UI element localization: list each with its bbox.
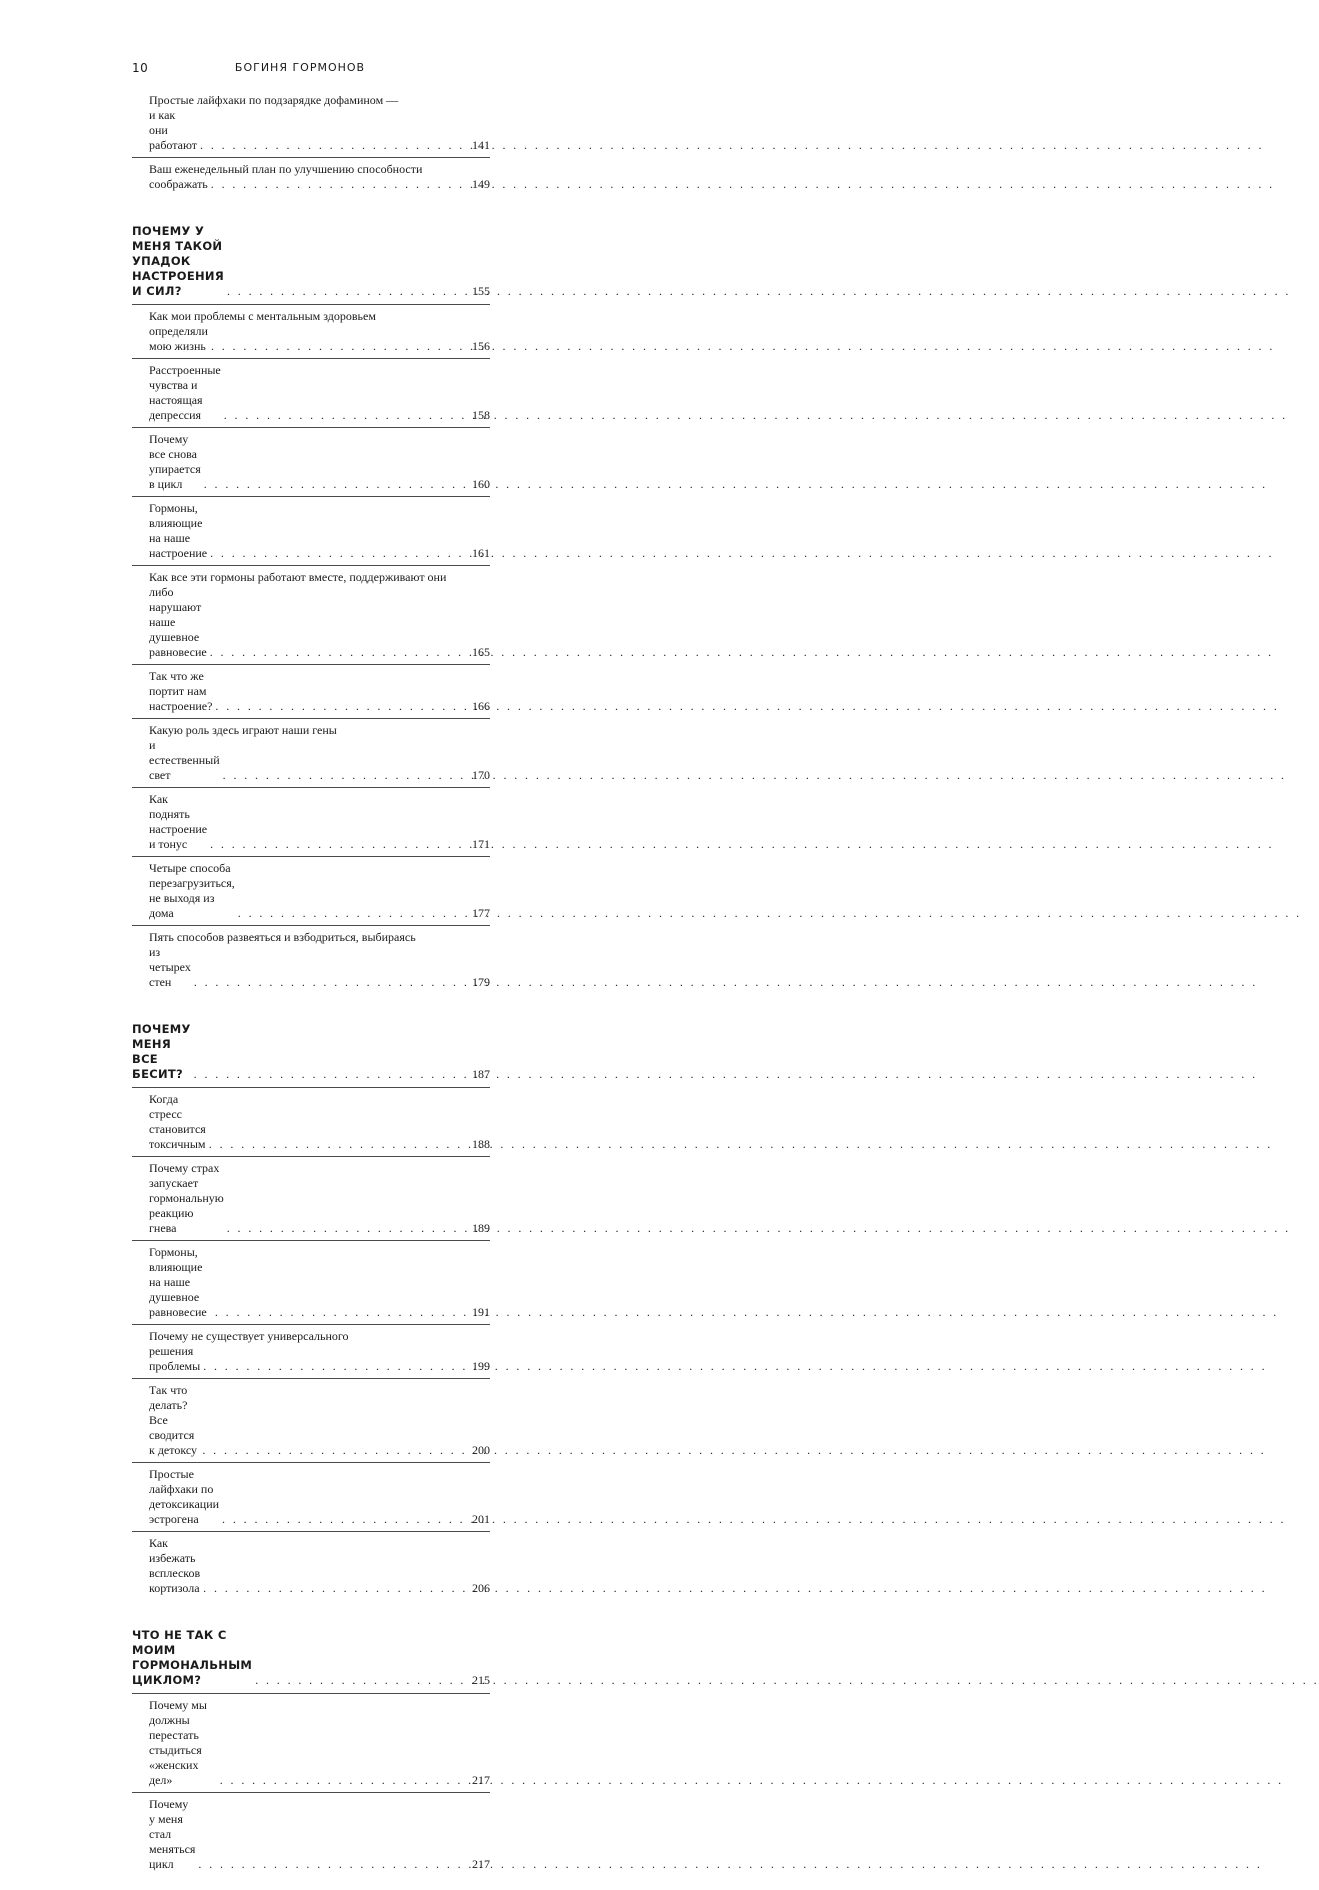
entry-page-number: 189 bbox=[472, 1221, 490, 1235]
entry-page-number: 156 bbox=[472, 339, 490, 353]
chapter-heading[interactable] bbox=[132, 224, 490, 305]
entry-title: Почему у меня стал меняться цикл bbox=[149, 1797, 196, 1871]
toc-entry[interactable] bbox=[132, 570, 490, 665]
entry-title-line: Ваш еженедельный план по улучшению способности bbox=[149, 162, 423, 176]
entry-page-number: 191 bbox=[472, 1305, 490, 1319]
toc-entry[interactable] bbox=[132, 1161, 490, 1241]
entry-title: Гормоны, влияющие на наше душевное равновесие bbox=[149, 1245, 207, 1319]
entry-page-number: 160 bbox=[472, 477, 490, 491]
entry-page-number: 188 bbox=[472, 1137, 490, 1151]
chapter-page-number: 215 bbox=[472, 1673, 490, 1687]
toc-entry[interactable] bbox=[132, 432, 490, 497]
dot-leader bbox=[209, 1137, 469, 1152]
dot-leader bbox=[198, 1857, 469, 1872]
entry-page-number: 141 bbox=[472, 138, 490, 152]
entry-title: Как поднять настроение и тонус bbox=[149, 792, 208, 851]
dot-leader bbox=[224, 408, 469, 423]
entry-page-number: 217 bbox=[472, 1857, 490, 1871]
entry-title-line: Какую роль здесь играют наши гены bbox=[149, 723, 337, 737]
entry-page-number: 149 bbox=[472, 177, 490, 191]
dot-leader bbox=[238, 906, 469, 921]
section-spacer bbox=[132, 1604, 490, 1614]
chapter-heading[interactable] bbox=[132, 1022, 490, 1088]
running-head: БОГИНЯ ГОРМОНОВ bbox=[234, 61, 366, 74]
toc-entry[interactable] bbox=[132, 792, 490, 857]
dot-leader bbox=[215, 1305, 469, 1320]
entry-page-number: 161 bbox=[472, 546, 490, 560]
entry-title-line: Простые лайфхаки по подзарядке дофамином — bbox=[149, 93, 399, 107]
entry-title: соображать bbox=[149, 177, 208, 191]
entry-page-number: 206 bbox=[472, 1581, 490, 1595]
chapter-page-number: 187 bbox=[472, 1067, 490, 1081]
entry-title: Почему мы должны перестать стыдиться «женских дел» bbox=[149, 1698, 207, 1787]
entry-title: Почему страх запускает гормональную реакцию гнева bbox=[149, 1161, 224, 1235]
dot-leader bbox=[200, 138, 469, 153]
toc-entry[interactable] bbox=[132, 1797, 490, 1876]
entry-title-line: Пять способов развеяться и взбодриться, выбираясь bbox=[149, 930, 416, 944]
dot-leader bbox=[210, 837, 469, 852]
toc-entry[interactable] bbox=[132, 363, 490, 428]
entry-title: либо нарушают наше душевное равновесие bbox=[149, 585, 207, 659]
dot-leader bbox=[203, 1581, 469, 1596]
dot-leader bbox=[227, 1221, 469, 1236]
dot-leader bbox=[222, 1512, 469, 1527]
entry-title: Гормоны, влияющие на наше настроение bbox=[149, 501, 208, 560]
entry-title-line: Как мои проблемы с ментальным здоровьем bbox=[149, 309, 376, 323]
section-spacer bbox=[132, 998, 490, 1008]
toc-entry[interactable] bbox=[132, 1698, 490, 1793]
toc-entry[interactable] bbox=[132, 930, 490, 994]
entry-title: Четыре способа перезагрузиться, не выходя из дома bbox=[149, 861, 235, 920]
entry-title: и естественный свет bbox=[149, 738, 220, 782]
entry-title: Когда стресс становится токсичным bbox=[149, 1092, 206, 1151]
entry-page-number: 200 bbox=[472, 1443, 490, 1457]
dot-leader bbox=[223, 768, 469, 783]
entry-page-number: 199 bbox=[472, 1359, 490, 1373]
dot-leader bbox=[227, 284, 469, 299]
entry-page-number: 158 bbox=[472, 408, 490, 422]
dot-leader bbox=[255, 1673, 469, 1688]
chapter-heading[interactable] bbox=[132, 1628, 490, 1694]
entry-page-number: 166 bbox=[472, 699, 490, 713]
entry-title-line: Почему не существует универсального bbox=[149, 1329, 349, 1343]
entry-title: Так что же портит нам настроение? bbox=[149, 669, 213, 713]
toc-entry[interactable] bbox=[132, 1536, 490, 1600]
entry-page-number: 165 bbox=[472, 645, 490, 659]
entry-title: Расстроенные чувства и настоящая депрессия bbox=[149, 363, 221, 422]
toc-entry[interactable] bbox=[132, 93, 490, 158]
chapter-page-number: 155 bbox=[472, 284, 490, 298]
dot-leader bbox=[210, 645, 469, 660]
section-spacer bbox=[132, 1880, 490, 1890]
toc-entry[interactable] bbox=[132, 669, 490, 719]
page-number: 10 bbox=[132, 61, 149, 75]
chapter-title: ПОЧЕМУ У МЕНЯ ТАКОЙ УПАДОК НАСТРОЕНИЯ И СИЛ? bbox=[132, 224, 224, 298]
toc-entry[interactable] bbox=[132, 723, 490, 788]
toc-entry[interactable] bbox=[132, 1092, 490, 1157]
entry-title: определяли мою жизнь bbox=[149, 324, 208, 353]
chapter-title: ЧТО НЕ ТАК С МОИМ ГОРМОНАЛЬНЫМ ЦИКЛОМ? bbox=[132, 1628, 253, 1687]
toc-entry[interactable] bbox=[132, 1245, 490, 1325]
entry-page-number: 179 bbox=[472, 975, 490, 989]
dot-leader bbox=[204, 477, 469, 492]
dot-leader bbox=[194, 1067, 469, 1082]
dot-leader bbox=[203, 1359, 469, 1374]
dot-leader bbox=[211, 339, 469, 354]
dot-leader bbox=[220, 1773, 469, 1788]
entry-page-number: 170 bbox=[472, 768, 490, 782]
entry-page-number: 171 bbox=[472, 837, 490, 851]
toc-entry[interactable] bbox=[132, 1383, 490, 1463]
dot-leader bbox=[202, 1443, 469, 1458]
toc-entry[interactable] bbox=[132, 501, 490, 566]
entry-title: Как избежать всплесков кортизола bbox=[149, 1536, 201, 1595]
section-spacer bbox=[132, 200, 490, 210]
entry-title: Простые лайфхаки по детоксикации эстрогена bbox=[149, 1467, 220, 1526]
entry-title: решения проблемы bbox=[149, 1344, 201, 1373]
toc-entry[interactable] bbox=[132, 162, 490, 196]
entry-title: и как они работают bbox=[149, 108, 198, 152]
dot-leader bbox=[194, 975, 469, 990]
dot-leader bbox=[210, 546, 469, 561]
entry-page-number: 177 bbox=[472, 906, 490, 920]
entry-page-number: 201 bbox=[472, 1512, 490, 1526]
toc-entry[interactable] bbox=[132, 1467, 490, 1532]
toc-entry[interactable] bbox=[132, 1329, 490, 1379]
toc-entry[interactable] bbox=[132, 861, 490, 926]
entry-page-number: 217 bbox=[472, 1773, 490, 1787]
toc-entry[interactable] bbox=[132, 309, 490, 359]
table-of-contents bbox=[132, 93, 490, 1890]
entry-title: из четырех стен bbox=[149, 945, 191, 989]
entry-title: Почему все снова упирается в цикл bbox=[149, 432, 201, 491]
dot-leader bbox=[215, 699, 469, 714]
dot-leader bbox=[211, 177, 469, 192]
entry-title-line: Как все эти гормоны работают вместе, поддерживают они bbox=[149, 570, 447, 584]
entry-title: Так что делать? Все сводится к детоксу bbox=[149, 1383, 198, 1457]
chapter-title: ПОЧЕМУ МЕНЯ ВСЕ БЕСИТ? bbox=[132, 1022, 191, 1081]
